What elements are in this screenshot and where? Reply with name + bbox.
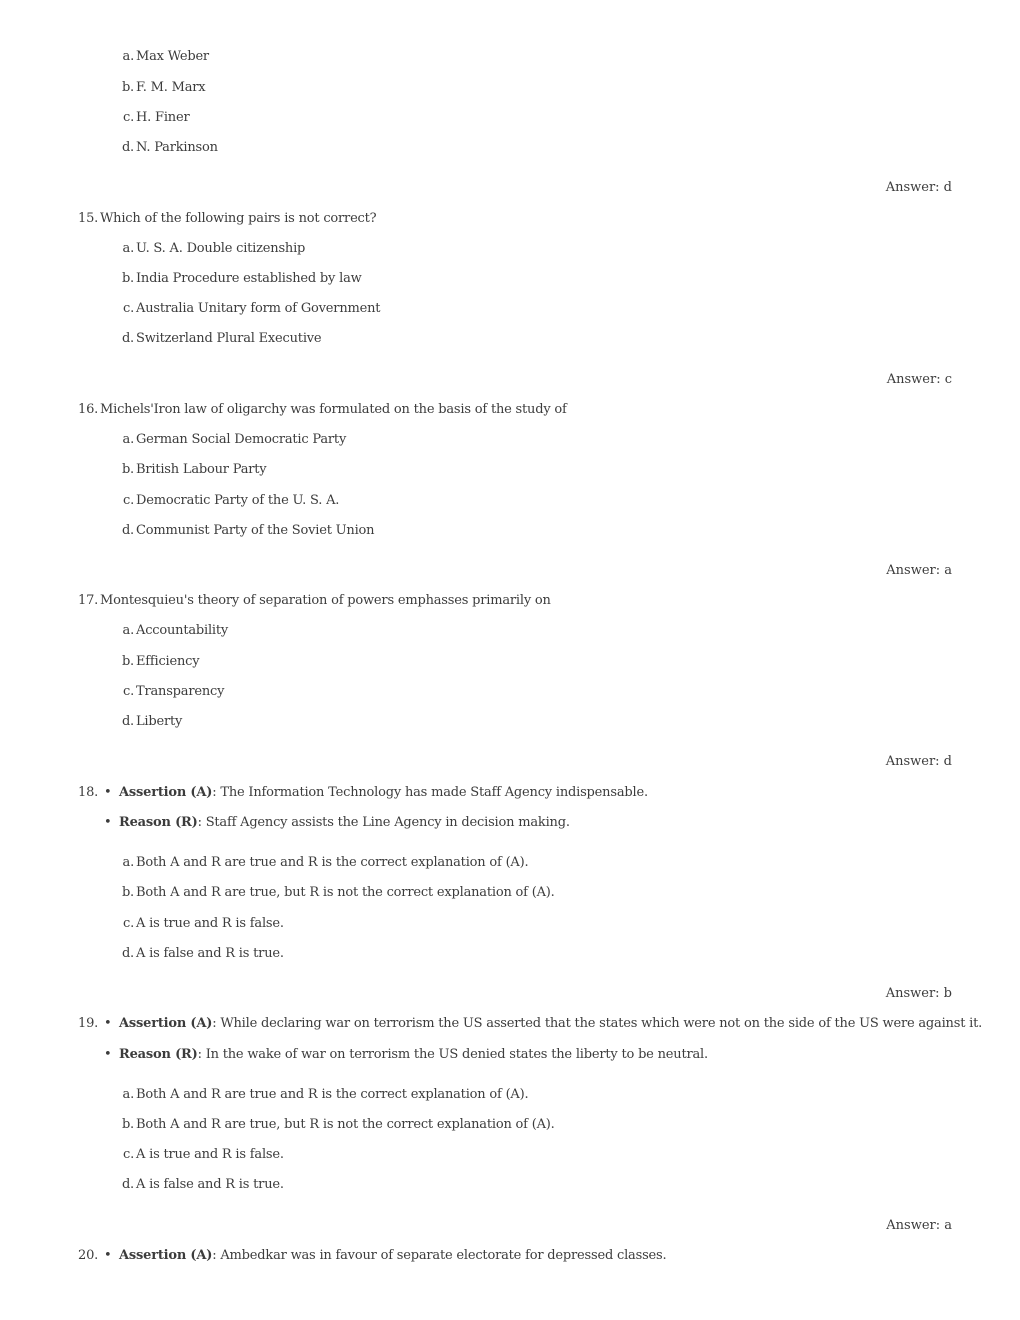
option-letter: c.: [122, 301, 134, 316]
option-letter: d.: [121, 140, 134, 155]
option-text: Both A and R are true, but R is not the correct explanation of (A).: [136, 1117, 555, 1132]
answer-16: Answer: a: [886, 563, 952, 578]
option-text: N. Parkinson: [136, 140, 218, 155]
option-text: Both A and R are true and R is the correct explanation of (A).: [136, 1087, 529, 1102]
bullet-icon: •: [104, 1047, 112, 1062]
option-letter: a.: [122, 241, 134, 256]
assertion-label: Assertion (A): [119, 785, 213, 800]
bullet-icon: •: [104, 1248, 112, 1263]
option-text: F. M. Marx: [136, 80, 206, 95]
answer-17: Answer: d: [885, 754, 952, 769]
option-text: India Procedure established by law: [136, 271, 362, 286]
answer-18: Answer: b: [885, 986, 952, 1001]
assertion-text: : Ambedkar was in favour of separate electorate for depressed classes.: [212, 1248, 667, 1263]
option-letter: c.: [122, 110, 134, 125]
question-number: 19.: [78, 1016, 99, 1031]
option-text: Both A and R are true and R is the correct explanation of (A).: [136, 855, 529, 870]
option-text: Transparency: [136, 684, 225, 699]
option-letter: a.: [122, 432, 134, 447]
option-letter: a.: [122, 1087, 134, 1102]
option-letter: b.: [121, 885, 134, 900]
assertion-text: : While declaring war on terrorism the US asserted that the states which were not on the side of the US were against it.: [212, 1016, 983, 1031]
question-number: 16.: [78, 402, 99, 417]
option-letter: c.: [122, 1147, 134, 1162]
option-letter: b.: [121, 271, 134, 286]
option-text: Switzerland Plural Executive: [136, 331, 322, 346]
reason-label: Reason (R): [119, 1047, 198, 1062]
option-text: Communist Party of the Soviet Union: [136, 523, 375, 538]
question-text: Michels'Iron law of oligarchy was formulated on the basis of the study of: [100, 402, 567, 417]
option-letter: d.: [121, 946, 134, 961]
option-letter: b.: [121, 1117, 134, 1132]
reason-label: Reason (R): [119, 815, 198, 830]
option-letter: c.: [122, 493, 134, 508]
option-text: Accountability: [136, 623, 229, 638]
option-letter: c.: [122, 916, 134, 931]
option-text: H. Finer: [136, 110, 190, 125]
option-letter: d.: [121, 331, 134, 346]
option-text: A is true and R is false.: [136, 916, 284, 931]
option-letter: b.: [121, 654, 134, 669]
assertion-label: Assertion (A): [119, 1016, 213, 1031]
option-text: Democratic Party of the U. S. A.: [136, 493, 340, 508]
option-text: Australia Unitary form of Government: [136, 301, 381, 316]
option-letter: a.: [122, 623, 134, 638]
question-text: Montesquieu's theory of separation of powers emphasses primarily on: [100, 593, 551, 608]
option-text: A is false and R is true.: [136, 1177, 284, 1192]
option-letter: d.: [121, 714, 134, 729]
answer-14: Answer: d: [885, 180, 952, 195]
question-number: 17.: [78, 593, 99, 608]
question-number: 20.: [78, 1248, 99, 1263]
question-number: 18.: [78, 785, 99, 800]
answer-19: Answer: a: [886, 1218, 952, 1233]
option-text: Liberty: [136, 714, 183, 729]
assertion-label: Assertion (A): [119, 1248, 213, 1263]
question-number: 15.: [78, 211, 99, 226]
option-text: U. S. A. Double citizenship: [136, 241, 306, 256]
option-text: Max Weber: [136, 49, 209, 64]
assertion-text: : The Information Technology has made Staff Agency indispensable.: [212, 785, 648, 800]
option-text: Efficiency: [136, 654, 200, 669]
reason-text: : In the wake of war on terrorism the US denied states the liberty to be neutral.: [197, 1047, 708, 1062]
bullet-icon: •: [104, 1016, 112, 1031]
option-text: A is true and R is false.: [136, 1147, 284, 1162]
question-text: Which of the following pairs is not correct?: [100, 211, 377, 226]
option-letter: d.: [121, 523, 134, 538]
option-letter: b.: [121, 462, 134, 477]
bullet-icon: •: [104, 785, 112, 800]
option-text: German Social Democratic Party: [136, 432, 347, 447]
reason-text: : Staff Agency assists the Line Agency in decision making.: [197, 815, 570, 830]
option-text: British Labour Party: [136, 462, 267, 477]
option-letter: b.: [121, 80, 134, 95]
answer-15: Answer: c: [886, 372, 952, 387]
option-letter: c.: [122, 684, 134, 699]
option-letter: a.: [122, 855, 134, 870]
option-text: Both A and R are true, but R is not the correct explanation of (A).: [136, 885, 555, 900]
option-text: A is false and R is true.: [136, 946, 284, 961]
option-letter: a.: [122, 49, 134, 64]
bullet-icon: •: [104, 815, 112, 830]
option-letter: d.: [121, 1177, 134, 1192]
